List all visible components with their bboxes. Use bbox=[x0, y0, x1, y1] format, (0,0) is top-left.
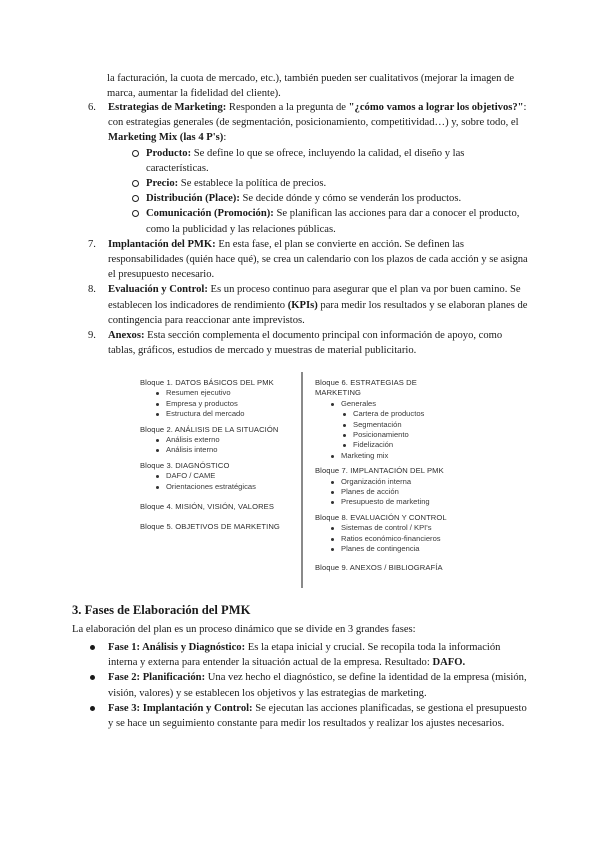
block-list bbox=[315, 477, 465, 508]
phase-bold: DAFO. bbox=[432, 657, 466, 669]
block-item: Generales bbox=[315, 399, 465, 409]
item-body: Esta sección complementa el documento principal con información de apoyo, como tablas, gráficos, estudios de mercado y muestras de material publicitario. bbox=[108, 330, 503, 357]
block-title: Bloque 6. ESTRATEGIAS DE MARKETING bbox=[315, 378, 417, 398]
item-number: 9. bbox=[88, 330, 96, 342]
item-bold: (KPIs) bbox=[287, 299, 318, 311]
block-item: Ratios económico-financieros bbox=[315, 534, 465, 544]
bullet-icon bbox=[90, 675, 95, 680]
item-text bbox=[108, 282, 528, 328]
item-label: Evaluación y Control: bbox=[108, 284, 208, 296]
block-subitem: Posicionamiento bbox=[315, 430, 465, 440]
block-list bbox=[140, 471, 298, 492]
block-item: Presupuesto de marketing bbox=[315, 497, 465, 507]
sub-label: Producto: bbox=[146, 147, 192, 159]
block-item: Marketing mix bbox=[315, 451, 465, 461]
item-label: Anexos: bbox=[108, 330, 145, 342]
phase-label: Fase 1: Análisis y Diagnóstico: bbox=[108, 642, 246, 653]
block-list bbox=[140, 388, 298, 419]
sub-item-producto bbox=[108, 146, 528, 176]
item-label: Implantación del PMK: bbox=[108, 238, 216, 250]
circle-bullet-icon bbox=[132, 150, 139, 157]
circle-bullet-icon bbox=[132, 195, 139, 202]
sub-item-precio bbox=[108, 176, 528, 191]
block-item: DAFO / CAME bbox=[140, 471, 298, 481]
phase-label: Fase 3: Implantación y Control: bbox=[108, 702, 253, 714]
block-subitem: Cartera de productos bbox=[315, 409, 465, 419]
block-item: Estructura del mercado bbox=[140, 409, 298, 419]
phase-text bbox=[108, 701, 528, 731]
block-sublist bbox=[315, 409, 465, 451]
item-label: Estrategias de Marketing: bbox=[108, 102, 227, 113]
phase-body: Se ejecutan las acciones planificadas, se gestiona el presupuesto y se hace un seguimiento constante para medir los resultados y realizar los ajustes necesarios. bbox=[108, 702, 527, 730]
block-5 bbox=[140, 522, 298, 532]
item-number: 7. bbox=[88, 238, 96, 250]
block-item: Empresa y productos bbox=[140, 399, 298, 409]
block-item: Orientaciones estratégicas bbox=[140, 482, 298, 492]
diagram-left-column bbox=[140, 378, 298, 538]
item-body-2: : con estrategias generales (de segmentación, posicionamiento, competitividad…) y, sobre todo, el bbox=[108, 102, 527, 129]
phase-text bbox=[108, 670, 528, 700]
block-title: Bloque 7. IMPLANTACIÓN DEL PMK bbox=[315, 466, 444, 476]
list-item-6 bbox=[88, 100, 528, 237]
block-subitem: Fidelización bbox=[315, 440, 465, 450]
section-heading: 3. Fases de Elaboración del PMK bbox=[72, 603, 251, 617]
continuation-paragraph: la facturación, la cuota de mercado, etc.), también pueden ser cualitativos (mejorar la imagen de marca, aumentar la fidelidad del cliente). bbox=[107, 73, 515, 100]
item-body: Responden a la pregunta de bbox=[226, 102, 349, 113]
item-body: Es un proceso continuo para asegurar que el plan va por buen camino. Se establecen los indicadores de rendimiento bbox=[108, 284, 521, 311]
block-7 bbox=[315, 466, 465, 508]
bullet-icon bbox=[90, 706, 95, 711]
block-1 bbox=[140, 378, 298, 420]
block-list bbox=[140, 435, 298, 456]
sub-text: Se establece la política de precios. bbox=[178, 178, 327, 190]
item-body: En esta fase, el plan se convierte en acción. Se definen las responsabilidades (quién hace qué), se crea un calendario con los plazos de cada acción y se asigna el presupuesto necesario. bbox=[108, 238, 528, 281]
block-8 bbox=[315, 513, 465, 555]
item-bold: Marketing Mix (las 4 P's) bbox=[108, 132, 224, 144]
item-number: 8. bbox=[88, 284, 96, 296]
item-text bbox=[108, 237, 528, 283]
sub-item-distribucion bbox=[108, 191, 528, 206]
block-item: Sistemas de control / KPI's bbox=[315, 523, 465, 533]
numbered-list bbox=[88, 100, 528, 358]
diagram-right-column bbox=[315, 378, 465, 578]
block-title: Bloque 8. EVALUACIÓN Y CONTROL bbox=[315, 512, 447, 522]
block-title: Bloque 4. MISIÓN, VISIÓN, VALORES bbox=[140, 502, 274, 512]
phase-label: Fase 2: Planificación: bbox=[108, 672, 206, 684]
block-9 bbox=[315, 563, 465, 573]
block-3 bbox=[140, 461, 298, 492]
item-text bbox=[108, 328, 528, 358]
item-number: 6. bbox=[88, 102, 96, 113]
block-6 bbox=[315, 378, 465, 461]
phase-text bbox=[108, 640, 528, 670]
marketing-mix-sublist bbox=[108, 146, 528, 237]
list-item-9 bbox=[88, 328, 528, 358]
circle-bullet-icon bbox=[132, 210, 139, 217]
list-item-7 bbox=[88, 237, 528, 283]
block-subitem: Segmentación bbox=[315, 420, 465, 430]
item-text bbox=[108, 100, 528, 146]
block-item: Organización interna bbox=[315, 477, 465, 487]
block-list bbox=[315, 451, 465, 461]
sub-label: Precio: bbox=[146, 178, 179, 190]
pmk-blocks-diagram bbox=[133, 372, 469, 592]
sub-text: Se decide dónde y cómo se venderán los productos. bbox=[239, 193, 462, 205]
sub-text: Se define lo que se ofrece, incluyendo la calidad, el diseño y las características. bbox=[146, 147, 465, 174]
block-4 bbox=[140, 502, 298, 512]
block-title: Bloque 1. DATOS BÁSICOS DEL PMK bbox=[140, 378, 274, 387]
block-list bbox=[315, 399, 465, 409]
list-item-8 bbox=[88, 282, 528, 328]
block-item: Resumen ejecutivo bbox=[140, 388, 298, 398]
block-title: Bloque 3. DIAGNÓSTICO bbox=[140, 460, 230, 470]
phase-body: Una vez hecho el diagnóstico, se define la identidad de la empresa (misión, visión, valores) y se establecen los objetivos y las estrategias de marketing. bbox=[108, 672, 527, 699]
sub-item-comunicacion bbox=[108, 206, 528, 236]
phase-item-2 bbox=[88, 670, 528, 700]
phase-body: Es la etapa inicial y crucial. Se recopila toda la información interna y externa para entender la situación actual de la empresa. Resultado: bbox=[108, 642, 501, 669]
item-body-3: : bbox=[223, 132, 227, 144]
sub-text: Se planifican las acciones para dar a conocer el producto, como la publicidad y las relaciones públicas. bbox=[146, 208, 520, 235]
sub-label: Comunicación (Promoción): bbox=[146, 208, 274, 220]
block-item: Análisis interno bbox=[140, 445, 298, 455]
bullet-icon bbox=[90, 645, 95, 650]
section-intro: La elaboración del plan es un proceso dinámico que se divide en 3 grandes fases: bbox=[72, 624, 416, 635]
sub-label: Distribución (Place): bbox=[146, 193, 240, 205]
block-title: Bloque 5. OBJETIVOS DE MARKETING bbox=[140, 522, 280, 532]
phases-list bbox=[88, 640, 528, 731]
item-quote: "¿cómo vamos a lograr los objetivos?" bbox=[348, 102, 524, 113]
item-body-2: para medir los resultados y se elaboran planes de contingencia para reaccionar ante imprevistos. bbox=[108, 299, 528, 326]
block-title: Bloque 2. ANÁLISIS DE LA SITUACIÓN bbox=[140, 424, 279, 434]
block-2 bbox=[140, 425, 298, 456]
phase-item-1 bbox=[88, 640, 528, 670]
block-item: Planes de acción bbox=[315, 487, 465, 497]
phase-item-3 bbox=[88, 701, 528, 731]
block-title: Bloque 9. ANEXOS / BIBLIOGRAFÍA bbox=[315, 562, 443, 572]
block-item: Análisis externo bbox=[140, 435, 298, 445]
block-item: Planes de contingencia bbox=[315, 544, 465, 554]
block-list bbox=[315, 523, 465, 554]
diagram-divider bbox=[301, 372, 303, 588]
circle-bullet-icon bbox=[132, 180, 139, 187]
